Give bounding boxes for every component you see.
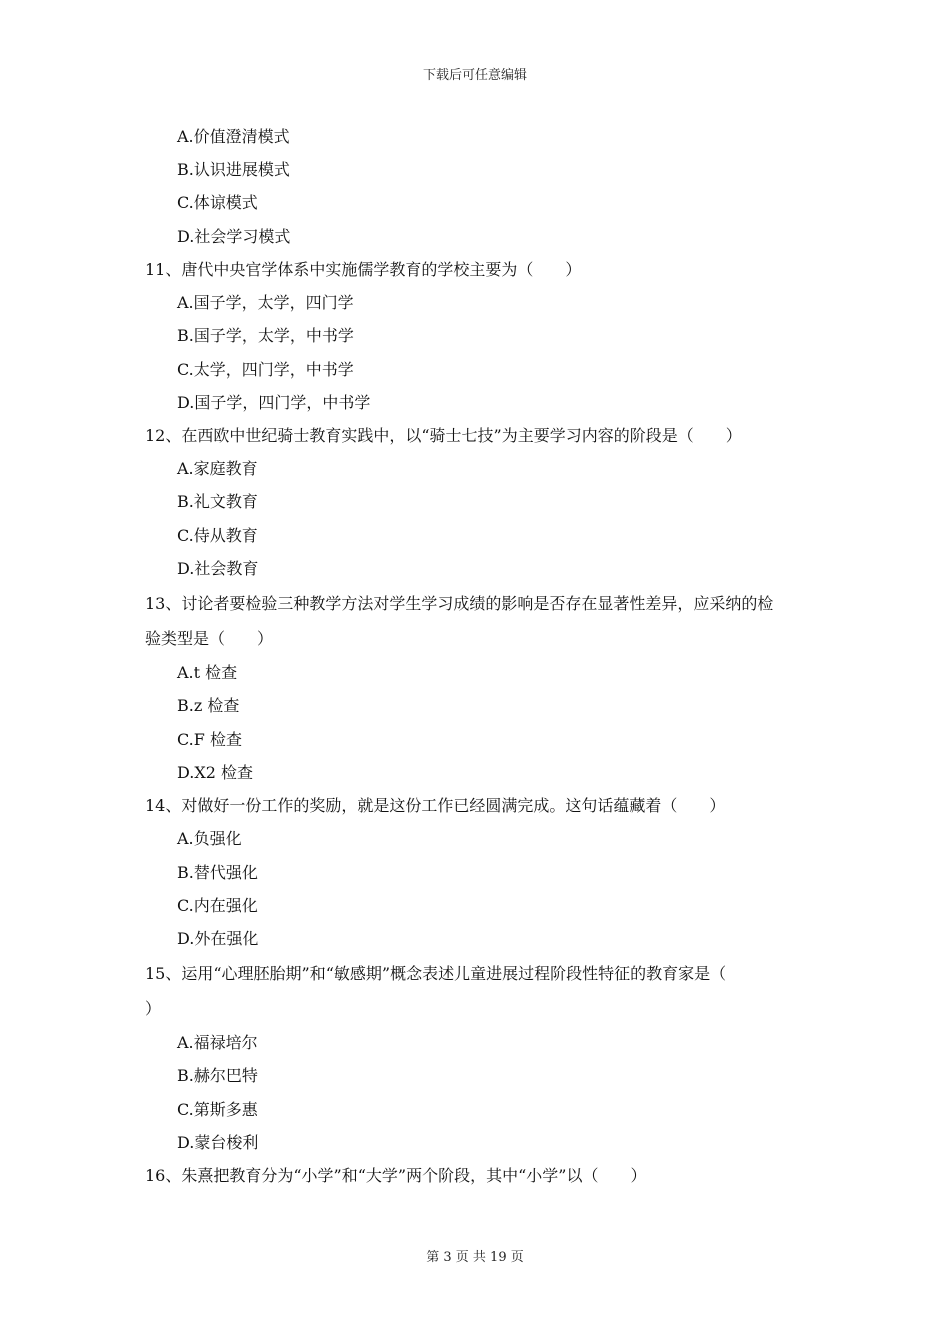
question-line: 11、唐代中央官学体系中实施儒学教育的学校主要为（ ） [145, 260, 582, 279]
option-line: D.社会学习模式 [177, 227, 291, 246]
option-line: A.价值澄清模式 [177, 127, 290, 146]
option-line: B.国子学，太学，中书学 [177, 326, 354, 345]
option-line: B.替代强化 [177, 863, 258, 882]
option-line: D.X2 检查 [177, 763, 254, 782]
option-line: B.礼文教育 [177, 492, 258, 511]
option-line: C.内在强化 [177, 896, 258, 915]
question-line: ） [145, 999, 162, 1018]
question-line: 14、对做好一份工作的奖励，就是这份工作已经圆满完成。这句话蕴藏着（ ） [145, 796, 726, 815]
page-header: 下载后可任意编辑 [422, 68, 527, 83]
option-line: D.社会教育 [177, 559, 259, 578]
question-line: 16、朱熹把教育分为“小学”和“大学”两个阶段，其中“小学”以（ ） [145, 1166, 647, 1185]
page-footer: 第 3 页 共 19 页 [426, 1250, 524, 1265]
option-line: C.侍从教育 [177, 526, 258, 545]
option-line: C.第斯多惠 [177, 1100, 258, 1119]
option-line: D.国子学，四门学，中书学 [177, 393, 371, 412]
question-line: 12、在西欧中世纪骑士教育实践中，以“骑士七技”为主要学习内容的阶段是（ ） [145, 426, 742, 445]
option-line: C.体谅模式 [177, 193, 258, 212]
question-line: 15、运用“心理胚胎期”和“敏感期”概念表述儿童进展过程阶段性特征的教育家是（ [145, 964, 727, 983]
option-line: A.福禄培尔 [177, 1033, 258, 1052]
option-line: B.赫尔巴特 [177, 1066, 258, 1085]
option-line: B.认识进展模式 [177, 160, 290, 179]
option-line: D.外在强化 [177, 929, 259, 948]
option-line: A.负强化 [177, 829, 242, 848]
option-line: D.蒙台梭利 [177, 1133, 259, 1152]
option-line: C.太学，四门学，中书学 [177, 360, 354, 379]
option-line: C.F 检查 [177, 730, 242, 749]
question-line: 验类型是（ ） [145, 629, 274, 648]
option-line: A.家庭教育 [177, 459, 258, 478]
option-line: A.国子学，太学，四门学 [177, 293, 354, 312]
option-line: B.z 检查 [177, 696, 240, 715]
option-line: A.t 检查 [177, 663, 238, 682]
question-line: 13、讨论者要检验三种教学方法对学生学习成绩的影响是否存在显著性差异，应采纳的检 [145, 594, 774, 613]
